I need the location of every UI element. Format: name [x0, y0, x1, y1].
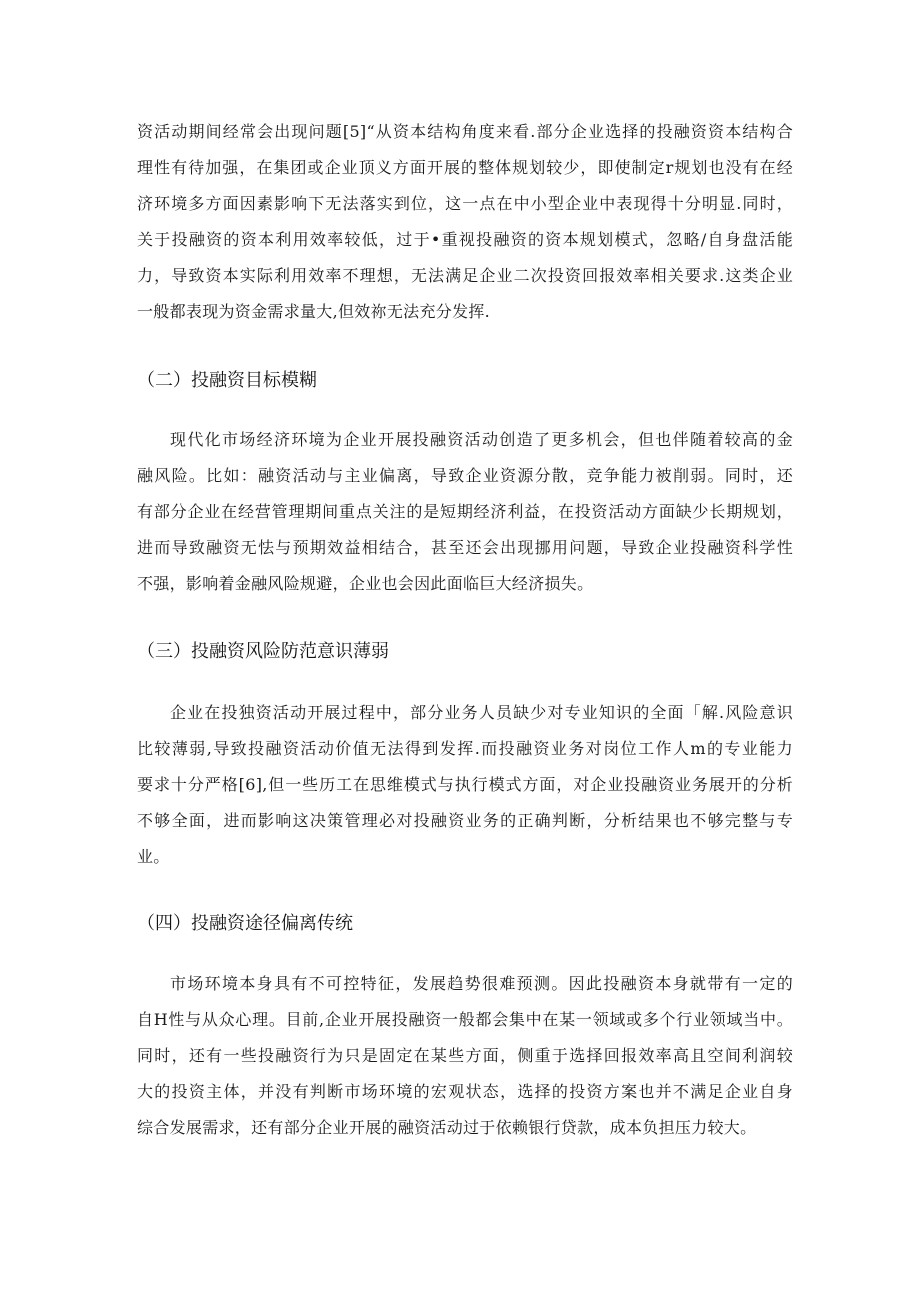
text-line: 大的投资主体，并没有判断市场环境的宏观状态，选择的投资方案也并不满足企业自身 — [137, 1082, 793, 1101]
section-heading-financing-channels: （四）投融资途径偏离传统 — [137, 913, 353, 934]
text-line: 现代化市场经济环境为企业开展投融资活动创造了更多机会，但也伴随着较高的金 — [170, 430, 793, 449]
text-line: 同时，还有一些投融资行为只是固定在某些方面，侧重于选择回报效率高且空间利润较 — [137, 1046, 793, 1065]
text-line: 自H性与从众心理。目前,企业开展投融资一般都会集中在某一领域或多个行业领域当中。 — [137, 1010, 793, 1029]
text-line: 不够全面，进而影响这决策管理必对投融资业务的正确判断，分析结果也不够完整与专 — [137, 811, 793, 830]
section-heading-target-ambiguity: （二）投融资目标模糊 — [137, 370, 317, 391]
text-line: 资活动期间经常会出现问题[5]“从资本结构角度来看.部分企业选择的投融资资本结构合 — [137, 122, 793, 141]
text-line: 比较薄弱,导致投融资活动价值无法得到发挥.而投融资业务对岗位工作人m的专业能力 — [137, 739, 793, 758]
text-line: 理性有待加强，在集团或企业顶义方面开展的整体规划较少，即使制定r规划也没有在经 — [137, 158, 793, 177]
paragraph-risk-awareness — [137, 695, 793, 875]
text-line: 进而导致融资无怯与预期效益相结合，甚至还会出现挪用问题，导致企业投融资科学性 — [137, 538, 793, 557]
text-line: 要求十分严格[6],但一些历工在思维模式与执行模式方面，对企业投融资业务展开的分析 — [137, 775, 793, 794]
text-line: 有部分企业在经营管理期间重点关注的是短期经济利益，在投资活动方面缺少长期规划， — [137, 502, 793, 521]
paragraph-capital-structure — [137, 114, 793, 330]
text-line: 关于投融资的资本利用效率较低，过于•重视投融资的资本规划模式，忽略/自身盘活能 — [137, 230, 793, 249]
text-line: 济环境多方面因素影响下无法落实到位，这一点在中小型企业中表现得十分明显.同时， — [137, 194, 793, 213]
text-line: 融风险。比如：融资活动与主业偏离，导致企业资源分散，竞争能力被削弱。同时，还 — [137, 466, 793, 485]
text-line: 市场环境本身具有不可控特征，发展趋势很难预测。因此投融资本身就带有一定的 — [170, 974, 793, 993]
text-line: 力，导致资本实际利用效率不理想，无法满足企业二次投资回报效率相关要求.这类企业 — [137, 266, 793, 285]
text-line: 综合发展需求，还有部分企业开展的融资活动过于依赖银行贷款，成本负担压力较大。 — [137, 1118, 757, 1137]
paragraph-financing-channels — [137, 966, 793, 1146]
text-line: 不强，影响着金融风险规避，企业也会因此面临巨大经济损失。 — [137, 574, 594, 593]
section-heading-risk-awareness: （三）投融资风险防范意识薄弱 — [137, 641, 389, 662]
paragraph-target-ambiguity — [137, 422, 793, 602]
text-line: 一般都表现为资金需求量大,但效祢无法充分发挥. — [137, 302, 491, 321]
text-line: 业。 — [137, 847, 170, 866]
text-line: 企业在投独资活动开展过程中，部分业务人员缺少对专业知识的全面「解.风险意识 — [170, 703, 793, 722]
